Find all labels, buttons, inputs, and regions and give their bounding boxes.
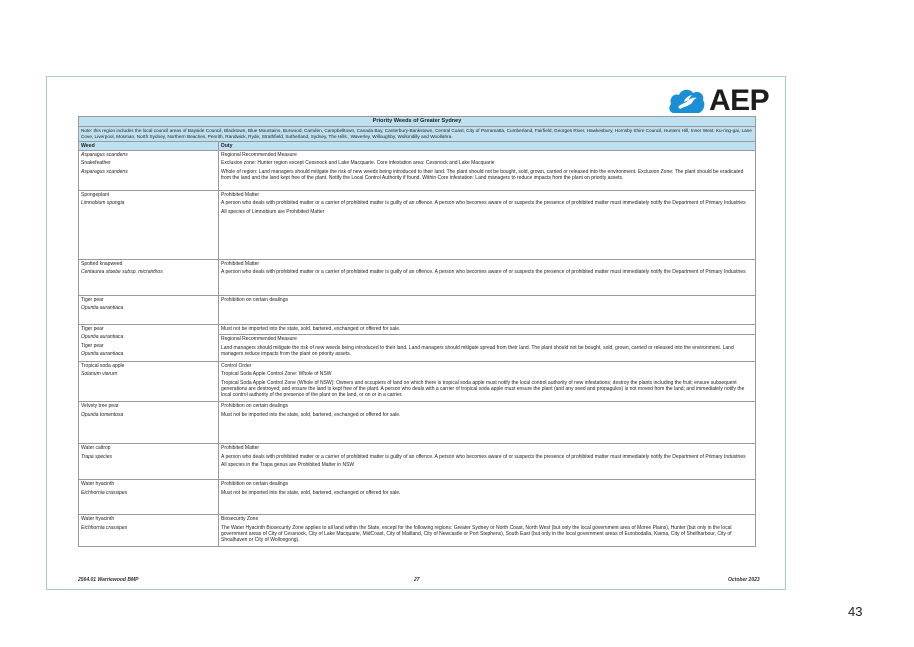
bird-cloud-icon [668,87,706,115]
priority-weeds-table [78,116,756,547]
table-row [79,260,756,296]
weed-name: Water hyacinth [81,516,115,523]
duty-cell [219,480,756,515]
duty-text: Regional Recommended Measure [221,336,297,343]
weed-name: Spongeplant [81,192,110,199]
weed-cell [79,402,219,444]
weed-name: Eichhornia crassipes [81,489,128,496]
weed-name: Opuntia aurantiaca [81,305,124,312]
weed-name: Velvety tree pear [81,403,119,410]
duty-text: Prohibited Matter [221,445,260,452]
weed-name: Centaurea stoebe subsp. micranthos [81,269,163,276]
weed-name: Solanum viarum [81,371,118,378]
slide-page-number: 43 [848,604,863,619]
weed-cell [79,444,219,480]
weed-name: Asparagus scandens [81,168,128,175]
duty-cell [219,444,756,480]
duty-cell [219,260,756,296]
weed-cell [79,191,219,260]
duty-cell [219,362,756,402]
table-note: Note: this region includes the local council areas of Bayside Council, Blacktown, Blue Mountains, Burwood, Camden, Campbelltown, Canada Bay, Canterbury-Bankstown, Central Coast, City of Parramatta, Cumberland, Fairfield, Georges River, Hawkesbury, Hornsby Shire Council, Hunters Hill, Inner West, Ku-ring-gai, Lane Cove, Liverpool, Mosman, North Sydney, Northern Beaches, Penrith, Randwick, Ryde, Strathfield, Sutherland, Sydney, The Hills , Waverley, Willoughby, Wollondilly and Woollahra. [79,126,756,141]
duty-text: Biosecurity Zone [221,516,259,523]
divider [219,334,755,335]
duty-text: A person who deals with prohibited matter or a carrier of prohibited matter is guilty of an offence. A person who becomes aware of or suspects the presence of prohibited matter must immediately notify the Department of Primary Industries [221,269,746,276]
table-row [79,151,756,191]
table-row [79,515,756,547]
duty-cell [219,515,756,547]
duty-text: Must not be imported into the state, sold, bartered, exchanged or offered for sale. [221,489,401,496]
weed-cell [79,260,219,296]
logo-text: AEP [709,84,770,117]
table-row [79,191,756,260]
duty-text: Control Order [221,363,252,370]
duty-text: Whole of region: Land managers should mitigate the risk of new weeds being introduced to their land. The plant should not be bought, sold, grown, carried or released into the environment. Exclusion Zone: The plant should be eradicated from the land and the land kept free of the plant. Notify the Local Control Authority if found. Within Core infestation: Land managers to reduce impacts from the plant on priority assets. [221,168,744,181]
weed-name: Water caltrop [81,445,111,452]
duty-text: All species of Limnobium are Prohibited Matter [221,208,325,215]
duty-text: The Water Hyacinth Biosecurity Zone applies to all land within the State, except for the following regions: Greater Sydney or North Coast, North West (but only the local government area of Moree Plains), Hunter (but only in the local government areas of City of Cessnock, City of Lake Macquarie, MidCoast, City of Maitland, City of Newcastle or Port Stephens), South East (but only in the local government areas of Eurobodalla, Kiama, City of Shellharbour, City of Shoalhaven or City of Wollongong). [221,524,732,544]
table-row [79,362,756,402]
duty-cell [219,151,756,191]
weed-name: Snakefeather [81,160,111,167]
duty-text: Tropical Soda Apple Control Zone (Whole of NSW): Owners and occupiers of land on which there is tropical soda apple must notify the local control authority of new infestations; destroy the plants including the fruit; ensure subsequent generations are destroyed; and ensure the land is kept free of the plant. A person who deals with a carrier of tropical soda apple must ensure the plant (and any seed and propagules) is not moved from the land; and immediately notify the local control authority of the presence of the plant on the land, or on or in a carrier. [221,379,745,399]
table-row [79,480,756,515]
weed-name: Water hyacinth [81,481,115,488]
aep-logo [668,84,770,118]
duty-cell [219,191,756,260]
weed-name: Tropical soda apple [81,363,125,370]
duty-text: Prohibition on certain dealings [221,481,288,488]
weed-name: Tiger pear [81,326,104,333]
table-row [79,325,756,362]
weed-cell [79,480,219,515]
duty-text: Land managers should mitigate the risk of new weeds being introduced to their land. Land managers should mitigate spread from their land. The plant should not be bought, sold, grown, carried or released into the environment. Land managers reduce impacts from the plant on priority assets. [221,344,734,357]
weed-cell [79,325,219,362]
duty-text: Prohibition on certain dealings [221,403,288,410]
weed-name: Tiger pear [81,297,104,304]
weed-cell [79,296,219,325]
duty-text: Must not be imported into the state, sold, bartered, exchanged or offered for sale. [221,326,401,333]
table-row [79,444,756,480]
duty-text: Must not be imported into the state, sold, bartered, exchanged or offered for sale. [221,411,401,418]
table-row [79,296,756,325]
duty-text: Prohibited Matter [221,192,260,199]
weed-cell [79,362,219,402]
duty-column-header: Duty [219,141,756,151]
duty-cell [219,296,756,325]
weed-name: Opuntia tomentosa [81,411,124,418]
weed-cell [79,515,219,547]
duty-text: All species in the Trapa genus are Prohibited Matter in NSW [221,461,355,468]
table-note-row [79,126,756,141]
table-title-row [79,117,756,127]
duty-text: A person who deals with prohibited matter or a carrier of prohibited matter is guilty of an offence. A person who becomes aware of or suspects the presence of prohibited matter must immediately notify the Department of Primary Industries [221,453,746,460]
weed-name: Opuntia aurantiaca [81,334,124,341]
weed-name: Asparagus scandens [81,152,128,159]
duty-text: Exclusion zone: Hunter region except Cessnock and Lake Macquarie. Core infestation area: Cessnock and Lake Macquarie [221,160,495,167]
duty-cell [219,325,756,362]
duty-text: Prohibition on certain dealings [221,297,288,304]
footer-document-code: 2564.01 Warriewood BMP [78,577,139,583]
weed-name: Opuntia aurantiaca [81,350,124,357]
table-header-row [79,141,756,151]
weed-name: Spotted knapweed [81,261,123,268]
duty-cell [219,402,756,444]
weed-name: Eichhornia crassipes [81,524,128,531]
duty-text: Prohibited Matter [221,261,260,268]
weed-cell [79,151,219,191]
footer-date: October 2023 [728,577,760,583]
table-title: Priority Weeds of Greater Sydney [79,117,756,127]
weed-name: Tiger pear [81,342,104,349]
table-row [79,402,756,444]
footer-page-number: 27 [414,577,420,583]
duty-text: Tropical Soda Apple Control Zone: Whole of NSW [221,371,332,378]
duty-text: Regional Recommended Measure [221,152,297,159]
weed-column-header: Weed [79,141,219,151]
weed-name: Limnobium spongia [81,200,125,207]
duty-text: A person who deals with prohibited matter or a carrier of prohibited matter is guilty of an offence. A person who becomes aware of or suspects the presence of prohibited matter must immediately notify the Department of Primary Industries [221,200,746,207]
weed-name: Trapa species [81,453,113,460]
